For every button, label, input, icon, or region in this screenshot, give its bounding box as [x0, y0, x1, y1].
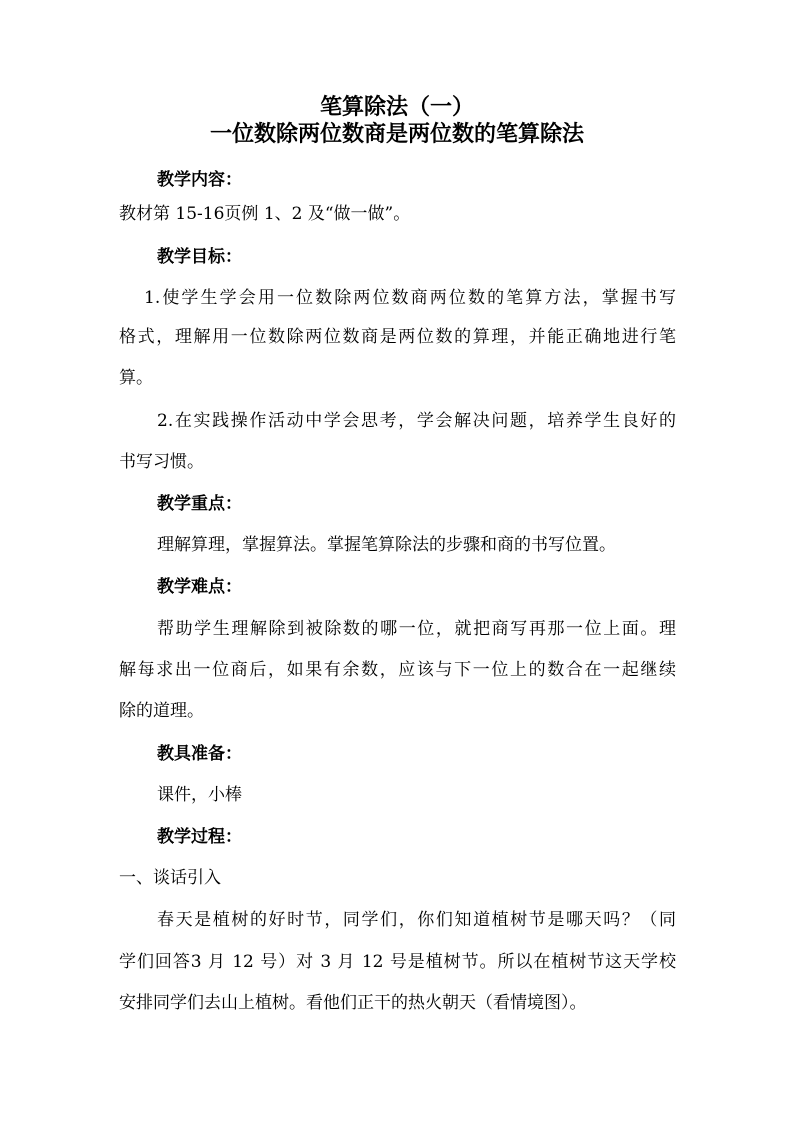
tools-text: 课件，小棒	[157, 785, 242, 805]
content-text: 教材第 15-16页例 1、2 及“做一做”。	[119, 204, 411, 224]
difficulty-heading: 教学难点：	[157, 577, 242, 597]
goal-2-line-2: 书写习惯。	[119, 452, 204, 472]
part-1-heading: 一、谈话引入	[119, 868, 221, 888]
goal-1-line-2: 格式，理解用一位数除两位数商是两位数的算理，并能正确地进行笔	[119, 327, 676, 347]
part-1-line-2: 学们回答3 月 12 号）对 3 月 12 号是植树节。所以在植树节这天学校	[119, 952, 676, 972]
content-heading: 教学内容：	[157, 170, 242, 190]
process-heading: 教学过程：	[157, 827, 242, 847]
goal-1-line-3: 算。	[119, 368, 153, 388]
difficulty-line-1: 帮助学生理解除到被除数的哪一位，就把商写再那一位上面。理	[157, 619, 676, 639]
goal-1-line-1: 1.使学生学会用一位数除两位数商两位数的笔算方法，掌握书写	[144, 288, 676, 308]
tools-heading: 教具准备：	[157, 744, 242, 764]
document-subtitle: 一位数除两位数商是两位数的笔算除法	[209, 121, 584, 147]
part-1-line-1: 春天是植树的好时节，同学们，你们知道植树节是哪天吗？（同	[157, 910, 676, 930]
goals-heading: 教学目标：	[157, 247, 242, 267]
key-points-text: 理解算理，掌握算法。掌握笔算除法的步骤和商的书写位置。	[157, 535, 616, 555]
document-title: 笔算除法（一）	[319, 94, 474, 120]
part-1-line-3: 安排同学们去山上植树。看他们正干的热火朝天（看情境图）。	[119, 993, 587, 1013]
difficulty-line-3: 除的道理。	[119, 701, 204, 721]
key-points-heading: 教学重点：	[157, 494, 242, 514]
goal-2-line-1: 2.在实践操作活动中学会思考，学会解决问题，培养学生良好的	[157, 411, 676, 431]
difficulty-line-2: 解每求出一位商后，如果有余数，应该与下一位上的数合在一起继续	[119, 660, 676, 680]
